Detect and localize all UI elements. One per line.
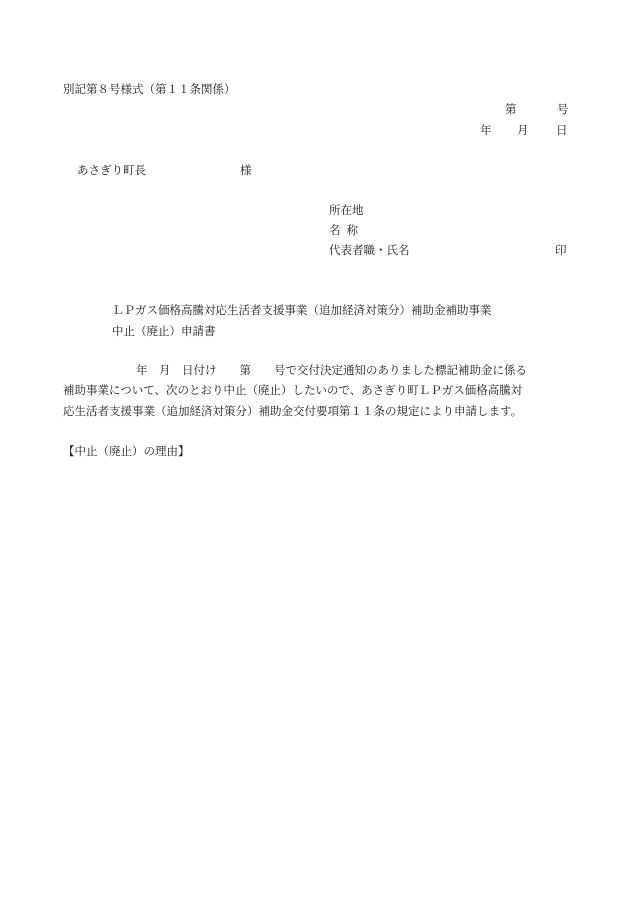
document-number-prefix: 第 [505,102,517,116]
body-text-line-3: 応生活者支援事業（追加経済対策分）補助金交付要項第１１条の規定により申請します。 [63,404,523,418]
date-day-label: 日 [556,123,568,137]
body-text-line-2: 補助事業について、次のとおり中止（廃止）したいので、あさぎり町ＬＰガス価格高騰対 [63,383,523,397]
form-number-label: 別記第８号様式（第１１条関係） [63,82,236,96]
addressee-honorific: 様 [240,163,252,177]
date-year-label: 年 [480,123,492,137]
seal-mark: 印 [555,243,567,257]
date-month-label: 月 [517,123,529,137]
body-text-line-1: 年 月 日付け 第 号で交付決定通知のありました標記補助金に係る [136,363,527,377]
document-title-line-1: ＬＰガス価格高騰対応生活者支援事業（追加経済対策分）補助金補助事業 [112,303,492,317]
reason-heading: 【中止（廃止）の理由】 [63,444,190,458]
representative-label: 代表者職・氏名 [329,243,410,257]
addressee-name: あさぎり町長 [77,163,146,177]
document-title-line-2: 中止（廃止）申請書 [112,324,216,338]
name-label: 名称 [329,223,364,237]
document-number-suffix: 号 [557,102,569,116]
address-label: 所在地 [329,203,364,217]
